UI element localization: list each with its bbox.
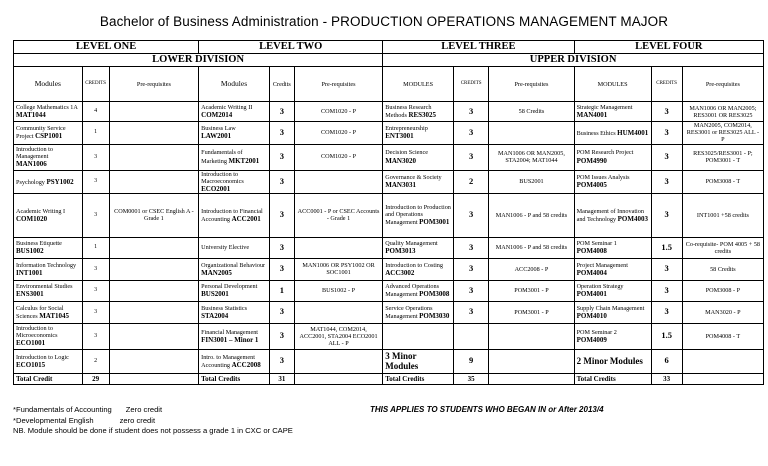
module-prerequisites [294, 237, 382, 258]
module-code: ECO1015 [16, 360, 46, 369]
module-prerequisites: COM1020 - P [294, 102, 382, 122]
module-code: ACC3002 [385, 268, 415, 277]
module-cell [383, 144, 454, 170]
module-credits: 9 [453, 349, 488, 373]
module-cell [14, 323, 83, 349]
module-cell [383, 170, 454, 193]
module-credits: 1.5 [651, 323, 682, 349]
module-credits: 3 [651, 122, 682, 144]
module-code: POM4005 [576, 181, 607, 190]
module-cell [574, 258, 651, 280]
module-cell [14, 258, 83, 280]
module-code: POM3001 [419, 218, 450, 227]
module-name: Introduction to Logic [16, 353, 69, 361]
module-code: MAT1044 [16, 111, 46, 120]
module-credits: 1 [82, 237, 109, 258]
module-name: Environmental Studies [16, 283, 73, 291]
module-prerequisites [109, 237, 198, 258]
module-prerequisites: BUS1002 - P [294, 280, 382, 301]
module-cell [383, 258, 454, 280]
module-credits: 3 [453, 301, 488, 323]
module-prerequisites [489, 349, 574, 373]
col-header-prerequisites: Pre-requisites [489, 67, 574, 102]
module-credits: 6 [651, 349, 682, 373]
module-prerequisites: RES3025/RES3001 - P; POM3001 - T [682, 144, 763, 170]
module-prerequisites: MAN1006 OR MAN2005; RES3001 OR RES3025 [682, 102, 763, 122]
module-name: Service Operations Management [385, 304, 433, 320]
module-name: University Elective [201, 244, 250, 252]
module-credits: 1.5 [651, 237, 682, 258]
module-code: POM4003 [617, 214, 648, 223]
module-cell [199, 258, 270, 280]
module-prerequisites [489, 122, 574, 144]
module-code: COM1020 [16, 214, 48, 223]
level-one-heading: LEVEL ONE [14, 41, 199, 54]
module-credits: 3 [269, 349, 294, 373]
module-cell [14, 144, 83, 170]
module-prerequisites: Co-requisite- POM 4005 + 58 credits [682, 237, 763, 258]
module-prerequisites: POM3001 - P [489, 301, 574, 323]
module-cell [199, 122, 270, 144]
total-credits: 33 [651, 373, 682, 384]
module-credits: 3 [82, 323, 109, 349]
module-prerequisites [109, 323, 198, 349]
module-credits: 3 [453, 144, 488, 170]
module-name: Quality Management [385, 240, 438, 248]
module-prerequisites [682, 349, 763, 373]
module-cell [574, 349, 651, 373]
module-credits: 3 [269, 144, 294, 170]
module-code: MAN4001 [576, 111, 608, 120]
total-blank [682, 373, 763, 384]
module-credits: 3 [453, 237, 488, 258]
module-name: Personal Development [201, 283, 258, 291]
module-cell [574, 170, 651, 193]
module-cell [574, 301, 651, 323]
module-credits: 3 [269, 193, 294, 237]
module-name: Business Statistics [201, 304, 248, 312]
col-header-prerequisites: Pre-requisites [682, 67, 763, 102]
module-prerequisites [109, 258, 198, 280]
module-prerequisites: POM3001 - P [489, 280, 574, 301]
module-cell [383, 122, 454, 144]
module-name: 2 Minor Modules [576, 356, 643, 367]
module-prerequisites: MAT1044, COM2014, ACC2001, STA2004 ECO2001 ALL - P [294, 323, 382, 349]
module-cell [199, 193, 270, 237]
col-header-prerequisites: Pre-requisites [109, 67, 198, 102]
module-prerequisites: COM0001 or CSEC English A - Grade 1 [109, 193, 198, 237]
module-code: POM4010 [576, 311, 607, 320]
module-prerequisites: MAN1006 - P and 58 credits [489, 237, 574, 258]
module-name: College Mathematics 1A [16, 104, 78, 111]
level-header-row [14, 41, 764, 54]
module-prerequisites [109, 301, 198, 323]
module-cell [199, 323, 270, 349]
module-name: Financial Management [201, 328, 259, 336]
module-code: CSP1001 [35, 132, 63, 141]
module-name: Academic Writing I [16, 207, 66, 215]
module-name: Introduction to Microeconomics [16, 325, 58, 340]
col-header-credits: CREDITS [651, 67, 682, 102]
module-code: POM3013 [385, 247, 416, 256]
module-name: POM Seminar 1 [576, 240, 617, 248]
module-name: Introduction to Management [16, 145, 53, 160]
module-prerequisites: MAN1006 OR MAN2005, STA2004; MAT1044 [489, 144, 574, 170]
module-code: ENT3001 [385, 132, 414, 141]
module-name: POM Research Project [576, 149, 634, 157]
module-credits: 3 [651, 280, 682, 301]
module-prerequisites [294, 170, 382, 193]
col-header-credits: CREDITS [82, 67, 109, 102]
column-header-row [14, 67, 764, 102]
module-cell [383, 193, 454, 237]
module-row [14, 170, 764, 193]
module-name: Strategic Management [576, 104, 633, 111]
module-cell [14, 193, 83, 237]
module-row [14, 349, 764, 373]
module-name: Business Research Methods [385, 104, 432, 120]
module-prerequisites [109, 102, 198, 122]
module-name: Organizational Behaviour [201, 261, 266, 269]
module-cell [14, 349, 83, 373]
module-credits: 3 [269, 258, 294, 280]
module-row [14, 237, 764, 258]
module-credits: 3 [269, 102, 294, 122]
module-code: POM4009 [576, 335, 607, 344]
module-cell [14, 170, 83, 193]
module-cell [574, 122, 651, 144]
module-prerequisites: POM4008 - T [682, 323, 763, 349]
module-credits: 3 [453, 193, 488, 237]
module-prerequisites: 58 Credits [682, 258, 763, 280]
module-credits: 3 [453, 102, 488, 122]
module-code: HUM4001 [617, 128, 649, 137]
module-credits: 3 [82, 301, 109, 323]
module-name: Business Law [201, 125, 236, 133]
module-row [14, 193, 764, 237]
module-credits: 3 [82, 144, 109, 170]
module-cell [14, 301, 83, 323]
total-credits: 35 [453, 373, 488, 384]
module-name: Introduction to Financial Accounting [201, 207, 263, 223]
module-row [14, 144, 764, 170]
module-name: Entrepreneurship [385, 125, 428, 133]
module-name: Intro. to Management Accounting [201, 353, 255, 369]
module-cell [14, 237, 83, 258]
module-cell [199, 280, 270, 301]
module-name: Introduction to Macroeconomics [201, 170, 244, 185]
module-row [14, 258, 764, 280]
module-prerequisites: INT1001 +58 credits [682, 193, 763, 237]
module-prerequisites [489, 323, 574, 349]
col-header-credits: Credits [269, 67, 294, 102]
module-cell [383, 301, 454, 323]
module-name: Psychology [16, 178, 45, 186]
col-header-prerequisites: Pre-requisites [294, 67, 382, 102]
module-code: PSY1002 [46, 177, 74, 186]
col-header-modules: Modules [199, 67, 270, 102]
module-cell [199, 349, 270, 373]
module-prerequisites [109, 349, 198, 373]
module-cell [199, 170, 270, 193]
module-credits: 3 [651, 102, 682, 122]
module-cell [574, 323, 651, 349]
note-accounting: *Fundamentals of Accounting [13, 405, 112, 414]
module-credits: 3 [82, 170, 109, 193]
module-code: COM2014 [201, 111, 233, 120]
module-cell [574, 102, 651, 122]
module-credits: 3 [651, 258, 682, 280]
module-cell [199, 102, 270, 122]
module-credits: 2 [82, 349, 109, 373]
module-name: Business Etiquette [16, 240, 62, 248]
applies-notice: THIS APPLIES TO STUDENTS WHO BEGAN IN or After 2013/4 [370, 405, 604, 414]
module-name: Operation Strategy [576, 283, 624, 291]
total-credits: 29 [82, 373, 109, 384]
col-header-modules: Modules [14, 67, 83, 102]
module-credits: 3 [82, 280, 109, 301]
module-prerequisites: MAN3020 - P [682, 301, 763, 323]
module-credits: 1 [82, 122, 109, 144]
module-prerequisites: COM1020 - P [294, 122, 382, 144]
module-prerequisites [109, 144, 198, 170]
module-prerequisites: BUS2001 [489, 170, 574, 193]
footnotes [13, 405, 293, 437]
note-english: *Developmental English [13, 415, 94, 425]
module-row [14, 102, 764, 122]
module-name: POM Issues Analysis [576, 174, 630, 182]
module-name: Business Ethics [576, 129, 616, 137]
module-cell [199, 301, 270, 323]
module-cell [383, 237, 454, 258]
module-cell [199, 144, 270, 170]
level-four-heading: LEVEL FOUR [574, 41, 763, 54]
note-nb: NB. Module should be done if student does not possess a grade 1 in CXC or CAPE [13, 426, 293, 435]
module-code: STA2004 [201, 311, 229, 320]
module-code: POM4990 [576, 156, 607, 165]
module-prerequisites: MAN1006 - P and 58 credits [489, 193, 574, 237]
module-credits: 3 [453, 280, 488, 301]
division-header-row [14, 54, 764, 67]
col-header-credits: CREDITS [453, 67, 488, 102]
module-credits: 3 [651, 301, 682, 323]
module-prerequisites: ACC0001 - P or CSEC Accounts - Grade 1 [294, 193, 382, 237]
module-credits [453, 323, 488, 349]
totals-row [14, 373, 764, 384]
module-cell [383, 102, 454, 122]
module-row [14, 323, 764, 349]
module-cell [574, 193, 651, 237]
module-cell [574, 280, 651, 301]
note-accounting-credit: Zero credit [125, 405, 163, 414]
module-prerequisites [294, 301, 382, 323]
module-name: Management of Innovation and Technology [576, 207, 644, 223]
module-name: Introduction to Production and Operations Management [385, 204, 451, 227]
module-name: Advanced Operations Management [385, 283, 440, 299]
module-prerequisites [109, 122, 198, 144]
module-cell [14, 280, 83, 301]
module-cell [383, 323, 454, 349]
module-name: Supply Chain Management [576, 304, 645, 312]
module-name: Fundamentals of Marketing [201, 149, 243, 165]
curriculum-table [13, 40, 764, 385]
lower-division-heading: LOWER DIVISION [14, 54, 383, 67]
module-credits: 3 [269, 237, 294, 258]
module-code: POM4001 [576, 290, 607, 299]
module-name: 3 Minor Modules [385, 351, 419, 372]
module-cell [14, 122, 83, 144]
upper-division-heading: UPPER DIVISION [383, 54, 764, 67]
total-blank [294, 373, 382, 384]
module-prerequisites: COM1020 - P [294, 144, 382, 170]
module-code: POM3008 [419, 290, 450, 299]
module-code: MAN2005 [201, 268, 232, 277]
total-blank [109, 373, 198, 384]
total-label: Total Credit [14, 373, 83, 384]
module-prerequisites [109, 280, 198, 301]
module-credits: 3 [651, 193, 682, 237]
module-cell [574, 144, 651, 170]
module-prerequisites [294, 349, 382, 373]
module-prerequisites: ACC2008 - P [489, 258, 574, 280]
module-credits: 3 [82, 193, 109, 237]
module-cell [199, 237, 270, 258]
total-blank [489, 373, 574, 384]
module-code: POM4008 [576, 247, 607, 256]
module-code: ACC2001 [231, 214, 261, 223]
module-credits: 3 [651, 170, 682, 193]
total-label: Total Credits [383, 373, 454, 384]
module-credits: 3 [453, 258, 488, 280]
page-title: Bachelor of Business Administration - PRODUCTION OPERATIONS MANAGEMENT MAJOR [99, 14, 669, 29]
module-credits: 3 [82, 258, 109, 280]
module-name: Introduction to Costing [385, 261, 443, 269]
module-name: Project Management [576, 261, 628, 269]
module-row [14, 301, 764, 323]
module-code: ACC2008 [231, 360, 261, 369]
module-credits: 3 [269, 170, 294, 193]
module-credits: 4 [82, 102, 109, 122]
module-row [14, 122, 764, 144]
module-name: Community Service Project [16, 125, 66, 141]
module-credits: 3 [269, 323, 294, 349]
level-two-heading: LEVEL TWO [199, 41, 383, 54]
module-code: LAW2001 [201, 132, 232, 141]
total-credits: 31 [269, 373, 294, 384]
module-name: Decision Science [385, 149, 429, 157]
module-code: ECO1001 [16, 339, 46, 348]
module-prerequisites: MAN1006 OR PSY1002 OR SOC1001 [294, 258, 382, 280]
module-cell [383, 280, 454, 301]
module-credits: 3 [651, 144, 682, 170]
total-label: Total Credits [199, 373, 270, 384]
module-prerequisites [109, 170, 198, 193]
module-code: POM4004 [576, 268, 607, 277]
module-code: RES3025 [408, 111, 437, 120]
module-code: POM3030 [419, 311, 450, 320]
module-cell [574, 237, 651, 258]
module-code: MAN1006 [16, 160, 47, 169]
col-header-modules: MODULES [574, 67, 651, 102]
module-name: Academic Writing II [201, 104, 253, 111]
level-three-heading: LEVEL THREE [383, 41, 574, 54]
module-name: Governance & Society [385, 174, 442, 182]
module-code: MAT1045 [39, 311, 70, 320]
module-code: INT1001 [16, 268, 43, 277]
module-name: Information Technology [16, 261, 77, 269]
module-prerequisites: POM3008 - P [682, 280, 763, 301]
module-row [14, 280, 764, 301]
module-credits: 2 [453, 170, 488, 193]
total-label: Total Credits [574, 373, 651, 384]
module-name: POM Seminar 2 [576, 328, 617, 336]
module-code: ENS3001 [16, 290, 44, 299]
module-code: MAN3020 [385, 156, 416, 165]
module-code: ECO2001 [201, 184, 231, 193]
module-name: Calculus for Social Sciences [16, 304, 64, 320]
module-code: MAN3031 [385, 181, 416, 190]
module-prerequisites: POM3008 - T [682, 170, 763, 193]
module-credits: 1 [269, 280, 294, 301]
module-code: BUS1002 [16, 247, 44, 256]
module-credits: 3 [269, 122, 294, 144]
col-header-modules: MODULES [383, 67, 454, 102]
module-credits: 3 [269, 301, 294, 323]
module-cell [14, 102, 83, 122]
module-credits: 3 [453, 122, 488, 144]
module-code: FIN3001 – Minor 1 [201, 335, 259, 344]
module-code: MKT2001 [228, 156, 260, 165]
note-english-credit: zero credit [119, 415, 156, 425]
module-prerequisites: MAN2005, COM2014, RES3001 or RES3025 ALL - P [682, 122, 763, 144]
module-cell [383, 349, 454, 373]
module-prerequisites: 58 Credits [489, 102, 574, 122]
module-code: BUS2001 [201, 290, 229, 299]
